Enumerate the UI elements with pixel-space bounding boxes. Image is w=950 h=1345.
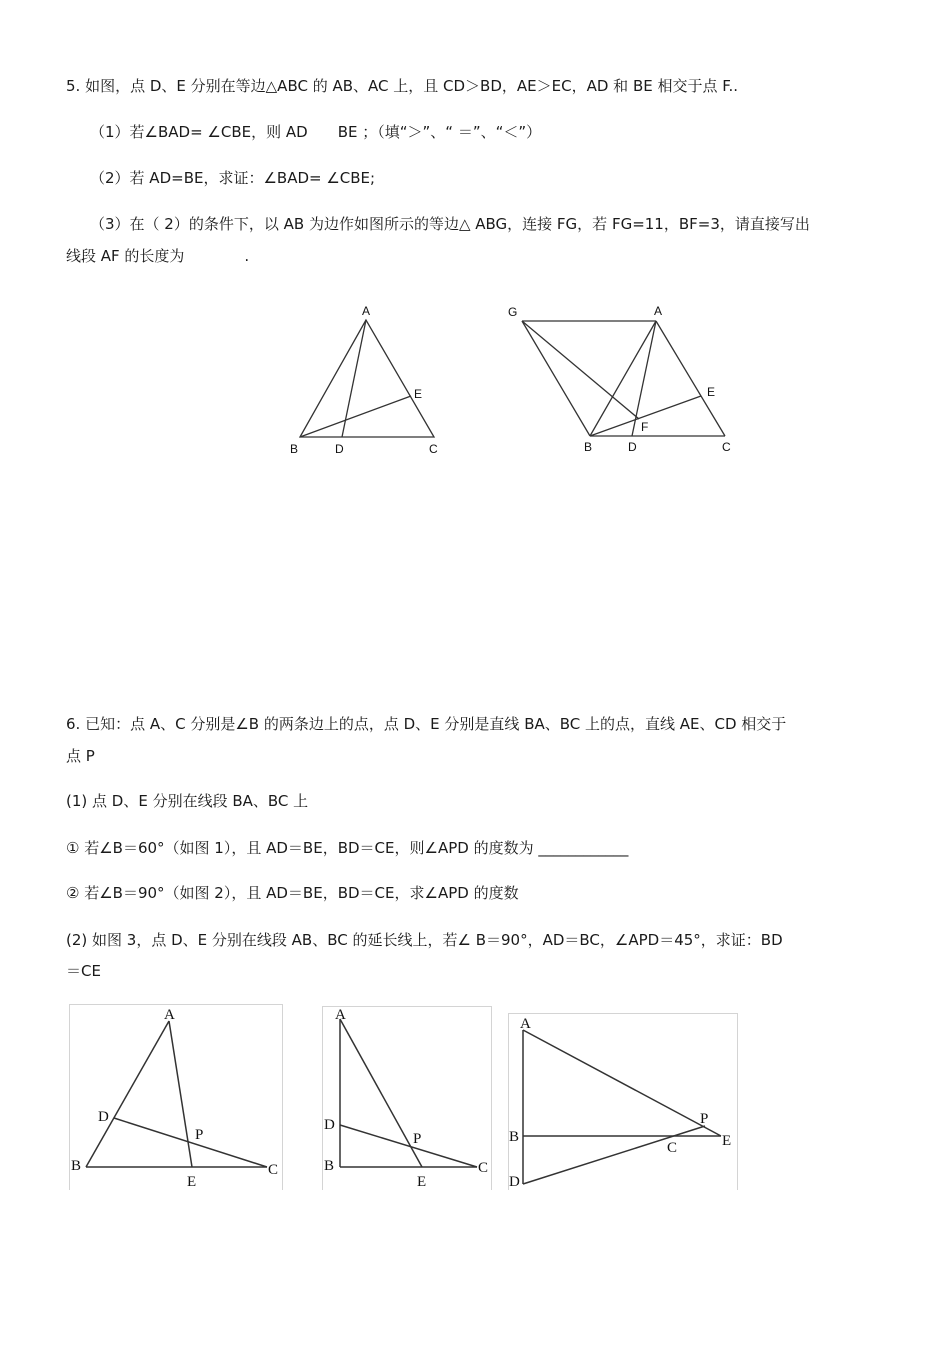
label-D: D	[628, 440, 637, 454]
label-E: E	[187, 1174, 197, 1190]
label-A: A	[520, 1016, 531, 1032]
problem5-figure-1	[280, 300, 450, 465]
figure-2-right-angle-diagram	[323, 1007, 491, 1190]
problem6-part-2: (2) 如图 3，点 D、E 分别在线段 AB、BC 的延长线上，若∠ B＝90°，AD＝BC，∠APD＝45°，求证：BD	[66, 931, 783, 949]
label-C: C	[667, 1140, 678, 1156]
label-C: C	[722, 440, 731, 454]
figure-1-angle-60-diagram	[70, 1005, 282, 1190]
problem6-part-1-question-1: ① 若∠B＝60°（如图 1），且 AD＝BE，BD＝CE，则∠APD 的度数为 ____________	[66, 839, 629, 857]
label-C: C	[429, 442, 438, 456]
problem6-stem-continued: 点 P	[66, 747, 95, 765]
problem6-figure-2	[322, 1006, 492, 1190]
label-E: E	[414, 387, 423, 401]
label-D: D	[324, 1117, 335, 1133]
label-B: B	[290, 442, 299, 456]
figure-3-extension-diagram	[509, 1014, 737, 1190]
label-D: D	[98, 1109, 109, 1125]
problem5-stem: 5. 如图，点 D、E 分别在等边△ABC 的 AB、AC 上，且 CD＞BD，AE＞EC，AD 和 BE 相交于点 F..	[66, 77, 738, 95]
problem6-figure-1	[69, 1004, 283, 1190]
label-A: A	[654, 304, 663, 318]
problem6-figure-3	[508, 1013, 738, 1190]
label-B: B	[324, 1158, 335, 1174]
problem6-part-1-question-2: ② 若∠B＝90°（如图 2），且 AD＝BE，BD＝CE，求∠APD 的度数	[66, 884, 519, 902]
label-E: E	[417, 1174, 427, 1190]
equilateral-triangle-diagram	[280, 300, 450, 465]
problem6-part-2-continued: ＝CE	[66, 962, 101, 980]
label-F: F	[641, 420, 649, 434]
label-C: C	[478, 1160, 489, 1176]
problem5-question-3-continued: 线段 AF 的长度为 .	[66, 247, 250, 265]
label-P: P	[195, 1127, 204, 1143]
label-A: A	[362, 304, 371, 318]
label-D: D	[509, 1174, 520, 1190]
label-P: P	[413, 1131, 422, 1147]
label-P: P	[700, 1111, 709, 1127]
problem6-stem: 6. 已知：点 A、C 分别是∠B 的两条边上的点，点 D、E 分别是直线 BA、BC 上的点，直线 AE、CD 相交于	[66, 715, 787, 733]
label-G: G	[508, 305, 518, 319]
problem5-question-1: （1）若∠BAD= ∠CBE，则 AD BE ；（填“＞”、“ ＝”、“＜”）	[90, 123, 542, 141]
problem5-question-2: （2）若 AD=BE，求证：∠BAD= ∠CBE;	[90, 169, 376, 187]
label-E: E	[707, 385, 716, 399]
problem5-question-3: （3）在（ 2）的条件下，以 AB 为边作如图所示的等边△ ABG，连接 FG，若 FG=11，BF=3，请直接写出	[90, 215, 810, 233]
label-C: C	[268, 1162, 279, 1178]
label-A: A	[164, 1007, 175, 1023]
label-B: B	[509, 1129, 520, 1145]
problem5-figure-2	[500, 300, 745, 465]
label-D: D	[335, 442, 344, 456]
label-B: B	[584, 440, 593, 454]
label-B: B	[71, 1158, 82, 1174]
problem6-part-1: (1) 点 D、E 分别在线段 BA、BC 上	[66, 792, 309, 810]
label-A: A	[335, 1007, 346, 1023]
label-E: E	[722, 1133, 732, 1149]
equilateral-triangles-with-G-diagram	[500, 300, 745, 465]
